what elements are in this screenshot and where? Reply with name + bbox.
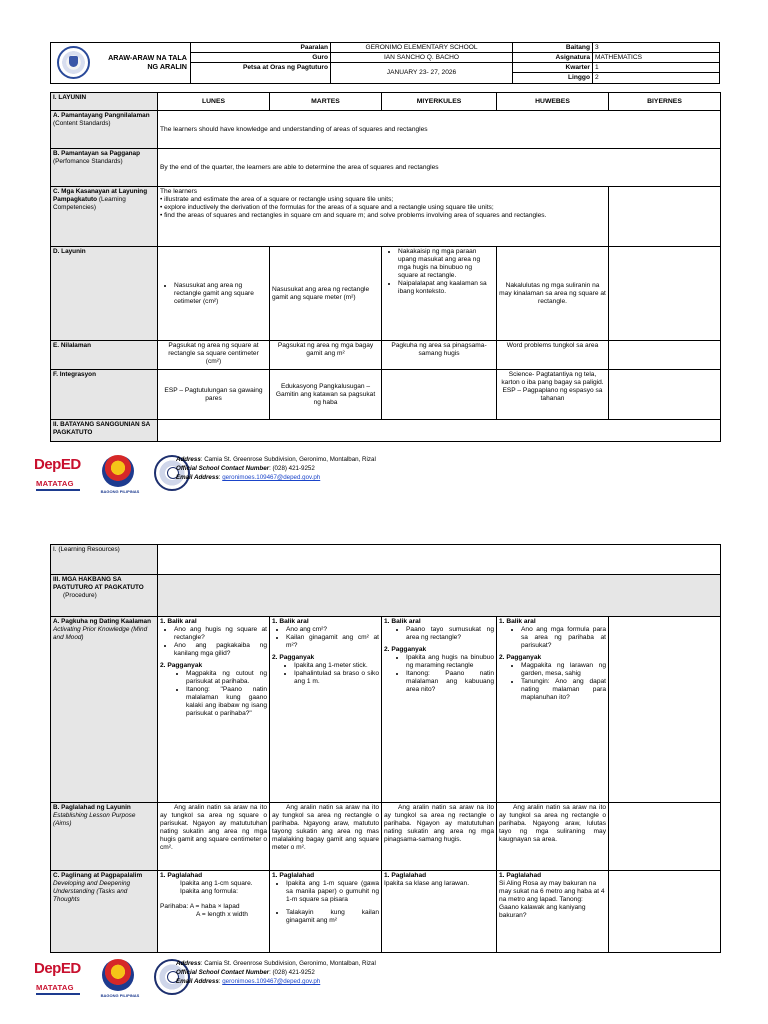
prior-knowledge-miyerkules: 1. Balik aral • Paano tayo sumusukat ng area ng rectangle? 2. Pagganyak • Ipakita ang hugis na binubuo ng maraming rectangle • Itanong: Paano natin malalaman ang kabuuang area nito? bbox=[382, 617, 497, 803]
bagong-pilipinas-emblem-icon bbox=[102, 455, 134, 487]
content-standards-title: A. Pamantayang Pangnilalaman bbox=[53, 112, 150, 119]
layunin-heading: I. LAYUNIN bbox=[51, 93, 158, 111]
nilalaman-biyernes bbox=[609, 341, 721, 370]
lesson-purpose-row bbox=[51, 803, 721, 871]
prior-knowledge-title: A. Pagkuha ng Dating Kaalaman bbox=[53, 618, 152, 625]
bagong-pilipinas-caption: BAGONG PILIPINAS bbox=[100, 993, 140, 998]
deped-logo bbox=[30, 956, 90, 1002]
nilalaman-label: E. Nilalaman bbox=[51, 341, 158, 370]
procedure-heading-row bbox=[51, 575, 721, 617]
developing-understanding-huwebes: 1. Paglalahad Si Aling Rosa ay may bakuran na may sukat na 6 metro ang haba at 4 na metro ang lapad. Tanong: Gaano kalawak ang kaniyang bakuran? bbox=[497, 871, 609, 953]
lesson-purpose-huwebes: Ang aralin natin sa araw na ito ay tungkol sa area ng rectangle o parihaba. Ngayong araw, lulutas tayo ng mga suliraning may kaugnayan sa area. bbox=[497, 803, 609, 871]
performance-standards-sub: (Perfomance Standards) bbox=[53, 158, 123, 165]
footer-email: Email Address: geronimoes.109467@deped.gov.ph bbox=[176, 474, 321, 481]
integrasyon-label: F. Integrasyon bbox=[51, 370, 158, 420]
performance-standards-row bbox=[51, 149, 721, 187]
layunin-label: D. Layunin bbox=[51, 247, 158, 341]
competencies-text: The learners • illustrate and estimate the area of a square or rectangle using square tile units; • explore inductively the derivation of the formulas for the areas of a square and a rectangle using square tile units; • find the areas of squares and rectangles in square cm and square m; and solve problems involving area of squares and rectangles. bbox=[158, 187, 609, 247]
lesson-purpose-lunes: Ang aralin natin sa araw na ito ay tungkol sa area ng square o parisukat. Ngayon ay matututuhan nating sukatin ang area ng mga hugis gamit ang square centimeter o cm². bbox=[158, 803, 270, 871]
competencies-label bbox=[51, 187, 158, 247]
day-header-lunes: LUNES bbox=[158, 93, 270, 111]
prior-knowledge-biyernes bbox=[609, 617, 721, 803]
lesson-purpose-martes: Ang aralin natin sa araw na ito ay tungkol sa area ng rectangle o parihaba. Ngayong araw, matututo tayong sukatin ang area ng mas malalaking bagay gamit ang square meter o m². bbox=[270, 803, 382, 871]
asignatura-label: Asignatura bbox=[513, 53, 593, 63]
procedure-heading-fill bbox=[158, 575, 721, 617]
lesson-purpose-title: B. Paglalahad ng Layunin bbox=[53, 804, 131, 811]
developing-understanding-miyerkules: 1. Paglalahad Ipakita sa klase ang larawan. bbox=[382, 871, 497, 953]
matatag-wordmark: MATATAG bbox=[36, 479, 74, 488]
nilalaman-lunes: Pagsukat ng area ng square at rectangle sa square centimeter (cm²) bbox=[158, 341, 270, 370]
footer-email: Email Address: geronimoes.109467@deped.gov.ph bbox=[176, 978, 321, 985]
document-title bbox=[99, 53, 187, 72]
bagong-pilipinas-logo bbox=[90, 956, 150, 1004]
learning-resources-label: I. (Learning Resources) bbox=[51, 545, 158, 575]
footer-address: Address: Camia St. Greenrose Subdivision, Geronimo, Montalban, Rizal bbox=[176, 456, 376, 463]
email-link[interactable]: geronimoes.109467@deped.gov.ph bbox=[222, 978, 321, 985]
content-standards-text: The learners should have knowledge and understanding of areas of squares and rectangles bbox=[158, 111, 721, 149]
day-header-miyerkules: MIYERKULES bbox=[382, 93, 497, 111]
prior-knowledge-martes: 1. Balik aral • Ano ang cm²? • Kailan ginagamit ang cm² at m²? 2. Pagganyak • Ipakita ang 1-meter stick. • Ipahalintulad sa braso o siko ang 1 m. bbox=[270, 617, 382, 803]
learning-resources-content bbox=[158, 545, 721, 575]
layunin-lunes: • Nasusukat ang area ng rectangle gamit ang square cetimeter (cm²) bbox=[158, 247, 270, 341]
deped-wordmark: DepED bbox=[34, 456, 81, 473]
nilalaman-row bbox=[51, 341, 721, 370]
developing-understanding-martes: 1. Paglalahad • Ipakita ang 1-m square (gawa sa manila paper) o gumuhit ng 1-m square sa pisara • Talakayin kung kailan ginagamit ang m² bbox=[270, 871, 382, 953]
footer-contact: Official School Contact Number: (028) 421-9252 bbox=[176, 465, 315, 472]
baitang-label: Baitang bbox=[513, 43, 593, 53]
nilalaman-miyerkules: Pagkuha ng area sa pinagsama-samang hugis bbox=[382, 341, 497, 370]
guro-value: IAN SANCHO Q. BACHO bbox=[331, 53, 513, 63]
petsa-label: Petsa at Oras ng Pagtuturo bbox=[191, 63, 331, 83]
lesson-purpose-sub: Establishing Lesson Purpose (Aims) bbox=[53, 812, 136, 827]
developing-understanding-lunes: 1. Paglalahad Ipakita ang 1-cm square. Ipakita ang formula: Parihaba: A = haba × lapad A = length x width bbox=[158, 871, 270, 953]
day-header-biyernes: BIYERNES bbox=[609, 93, 721, 111]
header-logo-cell bbox=[51, 43, 191, 83]
lesson-header bbox=[50, 42, 720, 84]
footer-address: Address: Camia St. Greenrose Subdivision, Geronimo, Montalban, Rizal bbox=[176, 960, 376, 967]
layunin-miyerkules: • Nakakaisip ng mga paraan upang masukat ang area ng mga hugis na binubuo ng square at rectangle. • Naipalalapat ang kaalaman sa ibang konteksto. bbox=[382, 247, 497, 341]
baitang-value: 3 bbox=[593, 43, 720, 53]
procedure-table bbox=[50, 544, 721, 953]
page-two bbox=[0, 520, 768, 1024]
prior-knowledge-lunes: 1. Balik aral • Ano ang hugis ng square at rectangle? • Ano ang pagkakaiba ng kanilang mga gilid? 2. Pagganyak • Magpakita ng cutout ng parisukat at parihaba. • Itanong: "Paano natin malalaman kung gaano kalaki ang ibabaw ng isang parisukat o parihaba?" bbox=[158, 617, 270, 803]
footer-page-2 bbox=[30, 956, 450, 1006]
petsa-value: JANUARY 23- 27, 2026 bbox=[331, 63, 513, 83]
layunin-row bbox=[51, 247, 721, 341]
matatag-wordmark: MATATAG bbox=[36, 983, 74, 992]
kwarter-value: 1 bbox=[593, 63, 720, 73]
days-header-row bbox=[51, 93, 721, 111]
day-header-martes: MARTES bbox=[270, 93, 382, 111]
content-standards-sub: (Content Standards) bbox=[53, 120, 111, 127]
paaralan-label: Paaralan bbox=[191, 43, 331, 53]
layunin-huwebes: Nakalulutas ng mga suliranin na may kinalaman sa area ng square at rectangle. bbox=[497, 247, 609, 341]
procedure-sub: (Procedure) bbox=[63, 592, 97, 599]
competencies-row bbox=[51, 187, 721, 247]
performance-standards-title: B. Pamantayan sa Pagganap bbox=[53, 150, 141, 157]
title-line-2: NG ARALIN bbox=[147, 62, 187, 72]
developing-understanding-title: C. Paglinang at Pagpapalalim bbox=[53, 872, 143, 879]
matatag-underline bbox=[36, 489, 80, 491]
linggo-label: Linggo bbox=[513, 73, 593, 83]
prior-knowledge-huwebes: 1. Balik aral • Ano ang mga formula para sa area ng parihaba at parisukat? 2. Pagganyak • Magpakita ng larawan ng garden, mesa, sahig • Tanungin: Ano ang dapat nating malaman para maplanuhan ito? bbox=[497, 617, 609, 803]
paaralan-value: GERONIMO ELEMENTARY SCHOOL bbox=[331, 43, 513, 53]
guro-label: Guro bbox=[191, 53, 331, 63]
kwarter-label: Kwarter bbox=[513, 63, 593, 73]
integrasyon-miyerkules bbox=[382, 370, 497, 420]
integrasyon-row bbox=[51, 370, 721, 420]
integrasyon-huwebes: Science- Pagtatantiya ng tela, karton o iba pang bagay sa paligid. ESP – Pagpaplano ng espasyo sa tahanan bbox=[497, 370, 609, 420]
developing-understanding-row bbox=[51, 871, 721, 953]
content-standards-row bbox=[51, 111, 721, 149]
procedure-heading bbox=[51, 575, 158, 617]
deped-logo bbox=[30, 452, 90, 498]
email-link[interactable]: geronimoes.109467@deped.gov.ph bbox=[222, 474, 321, 481]
batayang-row bbox=[51, 420, 721, 442]
asignatura-value: MATHEMATICS bbox=[593, 53, 720, 63]
integrasyon-martes: Edukasyong Pangkalusugan – Gamitin ang katawan sa pagsukat ng haba bbox=[270, 370, 382, 420]
prior-knowledge-label bbox=[51, 617, 158, 803]
learning-resources-row bbox=[51, 545, 721, 575]
footer-page-1 bbox=[30, 452, 450, 502]
layunin-martes: Nasusukat ang area ng rectangle gamit ang square meter (m²) bbox=[270, 247, 382, 341]
procedure-title: III. MGA HAKBANG SA PAGTUTURO AT PAGKATUTO bbox=[53, 576, 144, 591]
day-header-huwebes: HUWEBES bbox=[497, 93, 609, 111]
lesson-objectives-table bbox=[50, 92, 721, 442]
competencies-biyernes bbox=[609, 187, 721, 247]
matatag-underline bbox=[36, 993, 80, 995]
lesson-purpose-label bbox=[51, 803, 158, 871]
footer-contact: Official School Contact Number: (028) 421-9252 bbox=[176, 969, 315, 976]
developing-understanding-sub: Developing and Deepening Understanding (Tasks and Thoughts bbox=[53, 880, 131, 903]
developing-understanding-biyernes bbox=[609, 871, 721, 953]
batayang-label: II. BATAYANG SANGGUNIAN SA PAGKATUTO bbox=[51, 420, 158, 442]
content-standards-label bbox=[51, 111, 158, 149]
bagong-pilipinas-emblem-icon bbox=[102, 959, 134, 991]
page-one bbox=[0, 0, 768, 500]
nilalaman-huwebes: Word problems tungkol sa area bbox=[497, 341, 609, 370]
lesson-purpose-miyerkules: Ang aralin natin sa araw na ito ay tungkol sa area ng rectangle o parihaba. Ngayon ay matututuhan nating sukatin ang area ng mga pinagsama-samang hugis. bbox=[382, 803, 497, 871]
deped-seal-icon bbox=[57, 46, 90, 79]
bagong-pilipinas-logo bbox=[90, 452, 150, 500]
deped-wordmark: DepED bbox=[34, 960, 81, 977]
lesson-purpose-biyernes bbox=[609, 803, 721, 871]
linggo-value: 2 bbox=[595, 74, 599, 81]
competencies-title: C. Mga Kasanayan at Layuning Pampagkatuto bbox=[53, 188, 148, 203]
layunin-biyernes bbox=[609, 247, 721, 341]
integrasyon-biyernes bbox=[609, 370, 721, 420]
integrasyon-lunes: ESP – Pagtutulungan sa gawaing pares bbox=[158, 370, 270, 420]
batayang-content bbox=[158, 420, 721, 442]
nilalaman-martes: Pagsukat ng area ng mga bagay gamit ang m² bbox=[270, 341, 382, 370]
performance-standards-label bbox=[51, 149, 158, 187]
title-line-1: ARAW-ARAW NA TALA bbox=[108, 53, 187, 62]
prior-knowledge-row bbox=[51, 617, 721, 803]
bagong-pilipinas-caption: BAGONG PILIPINAS bbox=[100, 489, 140, 494]
performance-standards-text: By the end of the quarter, the learners are able to determine the area of squares and rectangles bbox=[158, 149, 721, 187]
prior-knowledge-sub: Activating Prior Knowledge (Mind and Mood) bbox=[53, 626, 148, 641]
developing-understanding-label bbox=[51, 871, 158, 953]
competencies-sub: (Learning Competencies) bbox=[53, 196, 126, 211]
